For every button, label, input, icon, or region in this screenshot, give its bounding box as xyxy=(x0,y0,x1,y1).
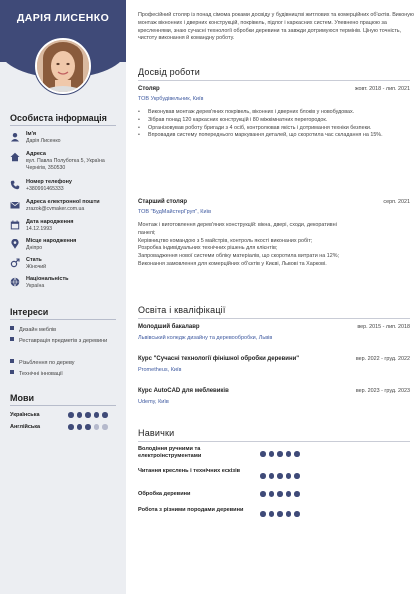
description-line: Розробка індивідуальних технічних рішень для клієнтів; xyxy=(138,245,278,252)
level-dot-filled xyxy=(294,491,300,497)
bullet-square-icon xyxy=(10,326,14,330)
level-dot-filled xyxy=(294,511,300,517)
level-dot-filled xyxy=(77,412,83,418)
interest-item: Технічні інновації xyxy=(10,370,118,379)
divider xyxy=(138,318,410,319)
interest-item: Дизайн меблів xyxy=(10,326,118,335)
level-dot-filled xyxy=(277,473,283,479)
divider xyxy=(10,405,116,406)
flag-icon xyxy=(10,277,20,287)
education-dates: вер. 2023 - груд. 2023 xyxy=(355,388,410,394)
job-company: ТОВ Укрбудівельник, Київ xyxy=(138,96,204,102)
skill-name: Робота з різними породами деревини xyxy=(138,507,244,513)
education-heading: Освіта і кваліфікації xyxy=(138,305,226,315)
info-row-address xyxy=(10,151,120,175)
description-line: Керівництво командою з 5 майстрів, контроль якості виконаних робіт; xyxy=(138,237,313,244)
level-dot-filled xyxy=(286,511,292,517)
info-row-birthdate xyxy=(10,219,120,235)
level-dot-empty xyxy=(94,424,100,430)
bullet-square-icon xyxy=(10,337,14,341)
level-dot-filled xyxy=(269,511,275,517)
interest-item: Різьблення по дереву xyxy=(10,359,118,368)
list-item: • Впровадив систему попереднього маркування деталей, що скоротила час складання на 15%. xyxy=(138,132,388,140)
description-line: Запровадження нової системи обліку матеріалів, що скоротила витрати на 12%; xyxy=(138,253,340,260)
skill-name: Володіння ручними та електроінструментами xyxy=(138,446,202,459)
skill-level xyxy=(260,473,300,479)
info-value: Дніпро xyxy=(26,245,43,251)
info-value: вул. Павла Полуботка 5, Україна Чернігів, 350530 xyxy=(26,158,105,172)
home-icon xyxy=(10,152,20,162)
skill-level xyxy=(260,451,300,457)
language-level xyxy=(68,412,108,418)
divider xyxy=(138,441,410,442)
languages-heading: Мови xyxy=(10,393,35,403)
skill-level xyxy=(260,491,300,497)
level-dot-filled xyxy=(68,412,74,418)
education-dates: вер. 2022 - груд. 2022 xyxy=(355,356,410,362)
job-title: Столяр xyxy=(138,86,160,92)
level-dot-filled xyxy=(286,451,292,457)
description-line: Монтаж і виготовлення дерев'яних конструкцій: вікна, двері, сходи, декоративні панелі; xyxy=(138,222,337,236)
list-item: • Організовував роботу бригади з 4 осіб, контролював якість і дотримання техніки безпеки. xyxy=(138,125,388,133)
interests-heading: Інтереси xyxy=(10,307,49,317)
description-line: Виконання замовлення для комерційних об'єктів у Києві, Львові та Харкові. xyxy=(138,260,327,267)
info-label: Дата народження xyxy=(26,219,74,225)
education-title: Курс AutoCAD для меблевиків xyxy=(138,388,229,394)
job-dates: серп. 2021 xyxy=(383,199,410,205)
skill-name: Обробка деревини xyxy=(138,491,191,497)
candidate-name: ДАРІЯ ЛИСЕНКО xyxy=(16,12,110,24)
level-dot-filled xyxy=(277,491,283,497)
info-row-gender xyxy=(10,257,120,273)
info-value: Дарія Лисенко xyxy=(26,138,61,144)
level-dot-filled xyxy=(77,424,83,430)
info-label: Адреса xyxy=(26,151,46,157)
level-dot-empty xyxy=(102,424,108,430)
job-bullets xyxy=(138,109,388,140)
language-row xyxy=(10,424,120,432)
job-description xyxy=(138,222,348,269)
education-org: Udemy, Київ xyxy=(138,399,169,405)
level-dot-filled xyxy=(260,511,266,517)
gender-icon xyxy=(10,258,20,268)
level-dot-filled xyxy=(85,424,91,430)
education-org: Львівський коледж дизайну та деревообробки, Львів xyxy=(138,335,273,341)
level-dot-filled xyxy=(269,451,275,457)
phone-icon xyxy=(10,180,20,190)
skills-heading: Навички xyxy=(138,428,175,438)
level-dot-filled xyxy=(85,412,91,418)
divider xyxy=(10,319,116,320)
info-label: Адреса електронної пошти xyxy=(26,199,100,205)
level-dot-filled xyxy=(68,424,74,430)
level-dot-filled xyxy=(269,473,275,479)
info-label: Національність xyxy=(26,276,69,282)
personal-info-heading: Особиста інформація xyxy=(10,113,107,123)
level-dot-filled xyxy=(277,451,283,457)
info-label: Місце народження xyxy=(26,238,77,244)
info-row-phone xyxy=(10,179,120,195)
level-dot-filled xyxy=(286,473,292,479)
info-label: Номер телефону xyxy=(26,179,72,185)
info-row-birthplace xyxy=(10,238,120,254)
info-value: Україна xyxy=(26,283,45,289)
level-dot-filled xyxy=(294,451,300,457)
experience-heading: Досвід роботи xyxy=(138,67,200,77)
level-dot-filled xyxy=(294,473,300,479)
job-dates: жовт. 2018 - лип. 2021 xyxy=(354,86,410,92)
user-icon xyxy=(10,132,20,142)
job-company: ТОВ "БудМайстерГруп", Київ xyxy=(138,209,212,215)
divider xyxy=(138,80,410,81)
info-row-name xyxy=(10,131,120,147)
avatar xyxy=(37,40,89,92)
divider xyxy=(10,125,116,126)
info-row-email xyxy=(10,199,120,215)
level-dot-filled xyxy=(277,511,283,517)
language-name: Українська xyxy=(10,412,40,418)
location-pin-icon xyxy=(10,239,20,249)
info-value: Жіночий xyxy=(26,264,47,270)
info-label: Ім'я xyxy=(26,131,37,137)
education-title: Курс "Сучасні технології фінішної обробки деревини" xyxy=(138,356,300,362)
avatar-photo xyxy=(37,40,89,92)
level-dot-filled xyxy=(260,473,266,479)
level-dot-filled xyxy=(286,491,292,497)
language-level xyxy=(68,424,108,430)
level-dot-filled xyxy=(260,451,266,457)
education-org: Prometheus, Київ xyxy=(138,367,182,373)
interest-item: Реставрація предметів з деревини xyxy=(10,337,118,346)
info-value: 14.12.1993 xyxy=(26,226,52,232)
info-value: +380991465333 xyxy=(26,186,64,192)
language-row xyxy=(10,412,120,420)
language-name: Англійська xyxy=(10,424,41,430)
sidebar xyxy=(0,0,126,594)
bullet-square-icon xyxy=(10,359,14,363)
info-value: zrazok@cvmaker.com.ua xyxy=(26,206,85,212)
info-label: Стать xyxy=(26,257,42,263)
list-item: • Зібрав понад 120 каркасних конструкцій і 80 міжкімнатних перегородок. xyxy=(138,117,388,125)
list-item: • Виконував монтаж дерев'яних покрівель, віконних і дверних блоків у новобудовах. xyxy=(138,109,388,117)
calendar-icon xyxy=(10,220,20,230)
job-title: Старший столяр xyxy=(138,199,188,205)
level-dot-filled xyxy=(269,491,275,497)
education-title: Молодший бакалавр xyxy=(138,324,200,330)
mail-icon xyxy=(10,200,20,210)
bullet-square-icon xyxy=(10,370,14,374)
info-row-nationality xyxy=(10,276,120,292)
level-dot-filled xyxy=(102,412,108,418)
level-dot-filled xyxy=(260,491,266,497)
education-dates: вер. 2015 - лип. 2018 xyxy=(357,324,410,330)
skill-name: Читання креслень і технічних ескізів xyxy=(138,468,241,474)
profile-summary: Професійний столяр із понад сімома роками досвіду у будівництві житлових та комерційних об'єктів. Виконую монтаж вікнонних і дверних конструкцій, покрівель, підлог і каркасних систем. Упевнено працюю за кресленнями, знаю сучасні технології обробки деревини та завжди дотримуюся термінів. Ціную точність, чистоту виконання й командну роботу. xyxy=(138,12,414,42)
level-dot-filled xyxy=(94,412,100,418)
skill-level xyxy=(260,511,300,517)
